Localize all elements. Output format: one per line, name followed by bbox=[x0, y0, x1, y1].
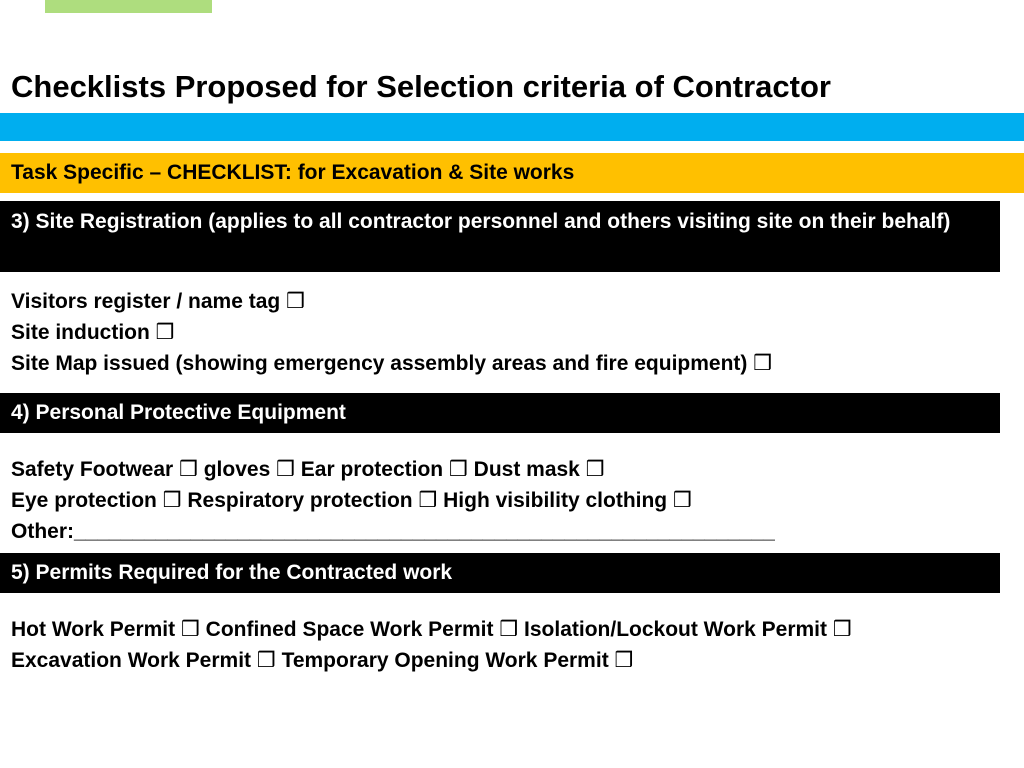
task-banner-text: Task Specific – CHECKLIST: for Excavation & Site works bbox=[11, 161, 575, 184]
item-label: Ear protection bbox=[300, 458, 444, 481]
section-3-header: 3) Site Registration (applies to all contractor personnel and others visiting site on their behalf) bbox=[0, 201, 1000, 272]
item-label: Safety Footwear bbox=[11, 458, 174, 481]
green-accent-bar bbox=[45, 0, 212, 13]
item-label: Eye protection bbox=[11, 489, 157, 512]
checkbox-icon[interactable]: ❒ bbox=[448, 458, 468, 481]
checkbox-icon[interactable]: ❒ bbox=[672, 489, 692, 512]
checkbox-icon[interactable]: ❒ bbox=[256, 649, 276, 672]
section-5-checklist bbox=[11, 614, 941, 676]
section-4-checklist bbox=[11, 454, 1001, 547]
item-label: Confined Space Work Permit bbox=[205, 618, 494, 641]
checklist-line bbox=[11, 454, 1001, 485]
checkbox-icon[interactable]: ❒ bbox=[418, 489, 438, 512]
checkbox-icon[interactable]: ❒ bbox=[585, 458, 605, 481]
page-title: Checklists Proposed for Selection criteria of Contractor bbox=[11, 69, 831, 104]
checkbox-icon[interactable]: ❒ bbox=[753, 352, 773, 375]
item-label: gloves bbox=[203, 458, 271, 481]
checklist-line bbox=[11, 485, 1001, 516]
checkbox-icon[interactable]: ❒ bbox=[155, 321, 175, 344]
checkbox-icon[interactable]: ❒ bbox=[614, 649, 634, 672]
item-label: Dust mask bbox=[473, 458, 580, 481]
item-label: Visitors register / name tag bbox=[11, 290, 281, 313]
checkbox-icon[interactable]: ❒ bbox=[179, 458, 198, 481]
section-4-header: 4) Personal Protective Equipment bbox=[0, 393, 1000, 433]
checklist-item bbox=[11, 317, 1001, 348]
checklist-item bbox=[11, 286, 1001, 317]
checkbox-icon[interactable]: ❒ bbox=[832, 618, 852, 641]
checklist-line bbox=[11, 614, 941, 645]
section-5-header: 5) Permits Required for the Contracted work bbox=[0, 553, 1000, 593]
task-banner bbox=[0, 153, 1024, 193]
item-label: Site Map issued (showing emergency assembly areas and fire equipment) bbox=[11, 352, 748, 375]
blue-divider-band bbox=[0, 113, 1024, 141]
item-label: Isolation/Lockout Work Permit bbox=[524, 618, 827, 641]
section-3-checklist bbox=[11, 286, 1001, 379]
item-label: Hot Work Permit bbox=[11, 618, 176, 641]
item-label: Temporary Opening Work Permit bbox=[281, 649, 609, 672]
item-label: Respiratory protection bbox=[187, 489, 413, 512]
item-label: High visibility clothing bbox=[443, 489, 668, 512]
checkbox-icon[interactable]: ❒ bbox=[180, 618, 200, 641]
checkbox-icon[interactable]: ❒ bbox=[286, 290, 305, 313]
other-field[interactable]: Other:____________________________________________________________ bbox=[11, 520, 775, 543]
checkbox-icon[interactable]: ❒ bbox=[276, 458, 295, 481]
checklist-item bbox=[11, 348, 1001, 379]
checkbox-icon[interactable]: ❒ bbox=[162, 489, 182, 512]
item-label: Excavation Work Permit bbox=[11, 649, 252, 672]
checklist-line bbox=[11, 645, 941, 676]
item-label: Site induction bbox=[11, 321, 150, 344]
checkbox-icon[interactable]: ❒ bbox=[499, 618, 519, 641]
